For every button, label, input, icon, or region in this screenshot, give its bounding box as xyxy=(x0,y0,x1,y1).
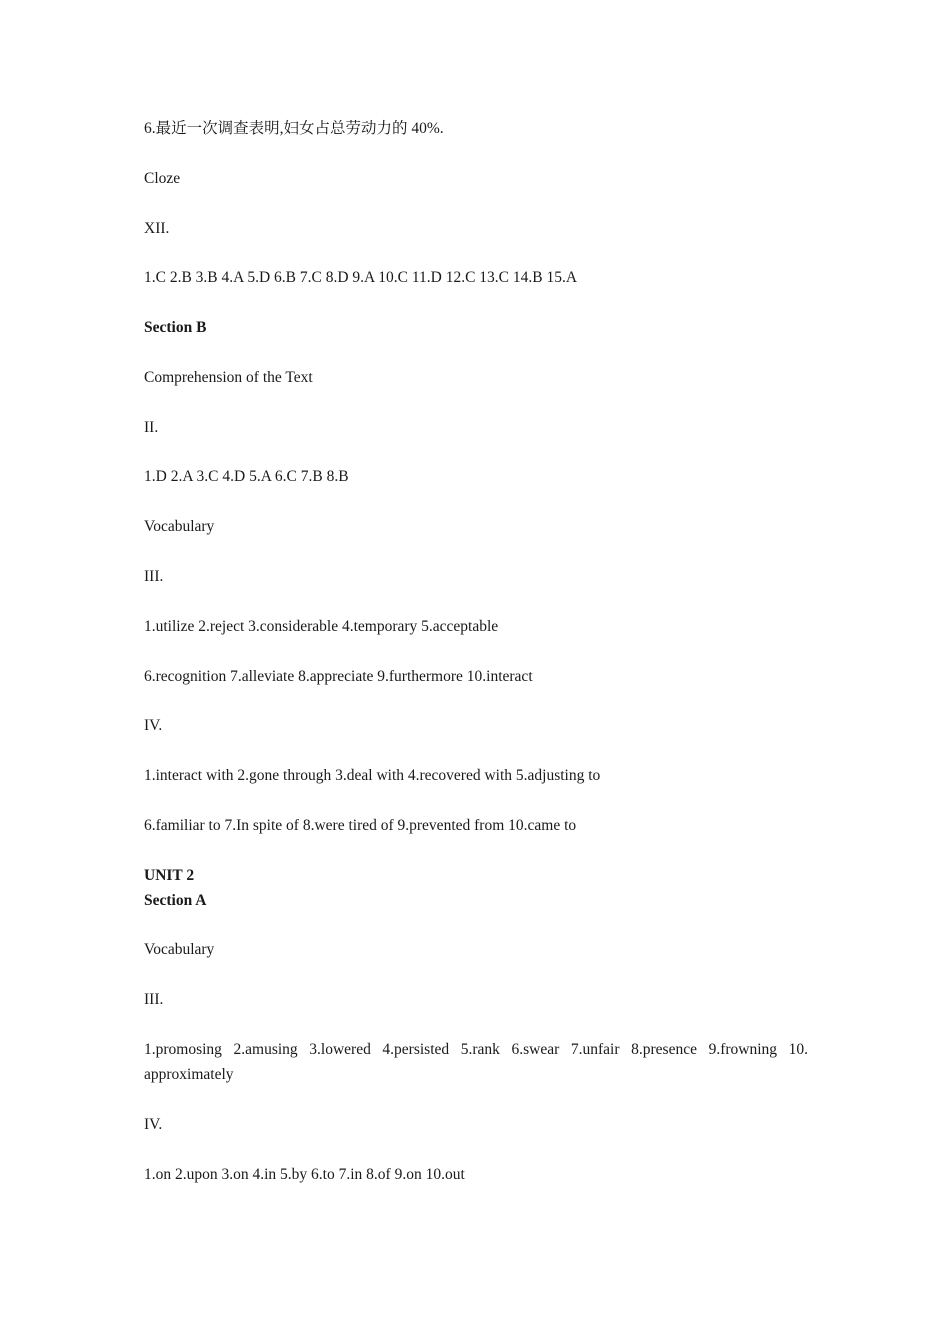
answers-vocabulary-iii-unit2: 1.promosing 2.amusing 3.lowered 4.persisted 5.rank 6.swear 7.unfair 8.presence 9.frowning 10. approximately xyxy=(144,1041,808,1083)
exercise-number-ii: II. xyxy=(144,419,159,436)
translation-item-6: 6.最近一次调查表明,妇女占总劳动力的 40%. xyxy=(144,120,444,137)
heading-section-a: Section A xyxy=(144,892,207,909)
exercise-number-iii-unit2: III. xyxy=(144,991,164,1008)
heading-vocabulary-unit2: Vocabulary xyxy=(144,941,215,958)
heading-section-b: Section B xyxy=(144,319,207,336)
answers-vocabulary-iii-part1: 1.utilize 2.reject 3.considerable 4.temporary 5.acceptable xyxy=(144,618,499,635)
answers-vocabulary-iii-part2: 6.recognition 7.alleviate 8.appreciate 9.furthermore 10.interact xyxy=(144,668,533,685)
answers-comprehension: 1.D 2.A 3.C 4.D 5.A 6.C 7.B 8.B xyxy=(144,468,349,485)
answers-vocabulary-iv-part2: 6.familiar to 7.In spite of 8.were tired of 9.prevented from 10.came to xyxy=(144,817,577,834)
heading-cloze: Cloze xyxy=(144,170,181,187)
heading-vocabulary: Vocabulary xyxy=(144,518,215,535)
exercise-number-iv: IV. xyxy=(144,717,163,734)
answers-vocabulary-iv-part1: 1.interact with 2.gone through 3.deal with 4.recovered with 5.adjusting to xyxy=(144,767,601,784)
exercise-number-xii: XII. xyxy=(144,220,170,237)
heading-unit-2: UNIT 2 xyxy=(144,867,195,884)
answers-vocabulary-iv-unit2: 1.on 2.upon 3.on 4.in 5.by 6.to 7.in 8.of 9.on 10.out xyxy=(144,1166,465,1183)
answers-cloze: 1.C 2.B 3.B 4.A 5.D 6.B 7.C 8.D 9.A 10.C 11.D 12.C 13.C 14.B 15.A xyxy=(144,269,578,286)
exercise-number-iii: III. xyxy=(144,568,164,585)
exercise-number-iv-unit2: IV. xyxy=(144,1116,163,1133)
heading-comprehension: Comprehension of the Text xyxy=(144,369,313,386)
